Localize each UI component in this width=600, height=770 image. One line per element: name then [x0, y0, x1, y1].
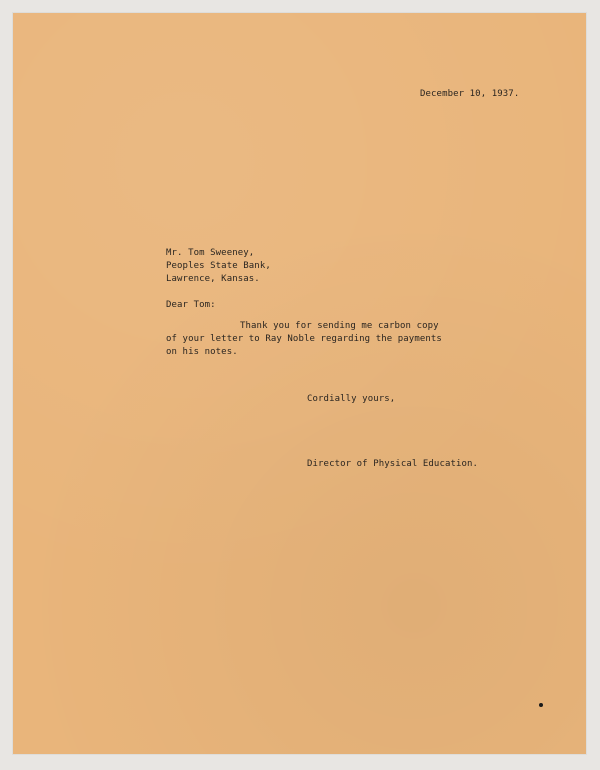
address-line: Mr. Tom Sweeney,: [166, 248, 255, 258]
closing: Cordially yours,: [307, 394, 396, 404]
ink-speck: [539, 703, 543, 707]
body-line: Thank you for sending me carbon copy: [240, 321, 439, 331]
signature-title: Director of Physical Education.: [307, 459, 479, 469]
address-line: Lawrence, Kansas.: [166, 274, 260, 284]
letter-date: December 10, 1937.: [420, 89, 520, 99]
body-line: of your letter to Ray Noble regarding the payments: [166, 334, 442, 344]
body-line: on his notes.: [166, 347, 238, 357]
salutation: Dear Tom:: [166, 300, 216, 310]
address-line: Peoples State Bank,: [166, 261, 271, 271]
letter-page: [13, 13, 586, 754]
